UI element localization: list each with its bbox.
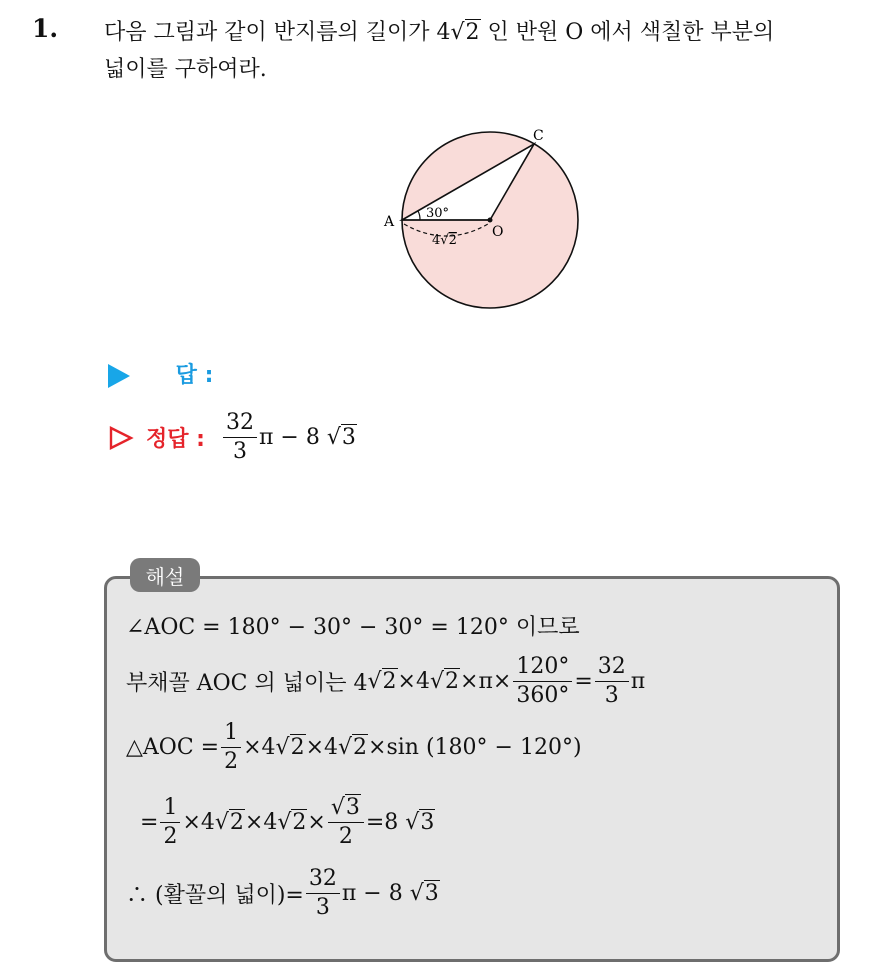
question-text-b: 인 반원 O 에서 색칠한 부분의 xyxy=(480,20,775,45)
question-text-a: 다음 그림과 같이 반지름의 길이가 4 xyxy=(104,20,451,45)
solution-line-3: △AOC = $\frac{1}{2}$ × 4 √2 × 4 √2 × sin (180° − 120°) xyxy=(126,720,582,774)
outline-play-icon xyxy=(108,425,134,451)
solution-line-2: 부채꼴 AOC 의 넓이는 4 √2 × 4 √2 × π × $\frac{120^\circ}{360^\circ}$ = $\frac{32}{3}$ π xyxy=(126,654,646,708)
label-a: A xyxy=(384,214,395,230)
solution-line-1: ∠AOC = 180° − 30° − 30° = 120° 이므로 xyxy=(126,615,580,640)
question-number: 1. xyxy=(32,14,59,43)
circle-figure xyxy=(370,120,600,320)
play-icon xyxy=(108,364,130,388)
correct-answer-value: $\frac{32}{3}$ π − 8 √3 xyxy=(221,410,357,465)
sqrt-radius: √2 xyxy=(450,20,480,45)
answer-label: 답 : xyxy=(175,363,214,388)
center-point-o xyxy=(488,218,493,223)
solution-tag: 해설 xyxy=(130,558,200,592)
question-text xyxy=(104,14,874,88)
label-o: O xyxy=(492,224,504,240)
solution-line-4: = $\frac{1}{2}$ × 4 √2 × 4 √2 × $\frac{√3}{2}$ = 8 √3 xyxy=(140,795,435,849)
correct-answer-row xyxy=(108,410,357,465)
angle-label: 30° xyxy=(426,206,450,221)
radius-label: 4√2 xyxy=(432,233,457,248)
answer-row xyxy=(108,358,213,389)
question-text-c: 넓이를 구하여라. xyxy=(104,57,267,82)
correct-answer-label: 정답 : xyxy=(146,427,205,452)
label-c: C xyxy=(533,128,544,144)
solution-line-5: ∴ (활꼴의 넓이)= $\frac{32}{3}$ π − 8 √3 xyxy=(126,866,439,920)
